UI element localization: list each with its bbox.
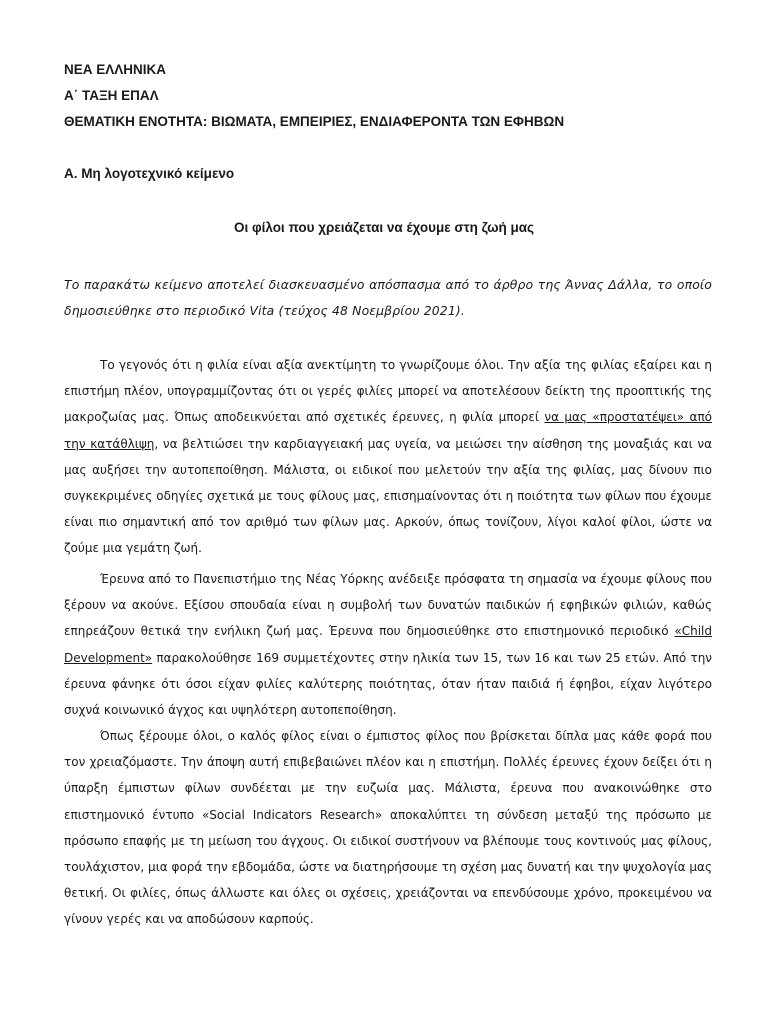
section-heading: Α. Μη λογοτεχνικό κείμενο [64, 166, 235, 181]
class-heading: Α΄ ΤΑΞΗ ΕΠΑΛ [64, 88, 159, 103]
paragraph-2 [64, 566, 712, 723]
subject-heading: ΝΕΑ ΕΛΛΗΝΙΚΑ [64, 62, 167, 77]
intro-note: Το παρακάτω κείμενο αποτελεί διασκευασμένο απόσπασμα από το άρθρο της Άννας Δάλλα, το οποίο δημοσιεύθηκε στο περιοδικό Vita (τεύχος 48 Νοεμβρίου 2021). [64, 277, 712, 318]
paragraph-3: Όπως ξέρουμε όλοι, ο καλός φίλος είναι ο έμπιστος φίλος που βρίσκεται δίπλα μας κάθε φορά που τον χρειαζόμαστε. Την άποψη αυτή επιβεβαιώνει πλέον και η επιστήμη. Πολλές έρευνες έχουν δείξει ότι η ύπαρξη έμπιστων φίλων συνδέεται με την ευζωία μας. Μάλιστα, έρευνα που ανακοινώθηκε στο επιστημονικό έντυπο «Social Indicators Research» αποκαλύπτει τη σύνδεση μεταξύ της πρόσωπο με πρόσωπο επαφής με τη μείωση του άγχους. Οι ειδικοί συστήνουν να βλέπουμε τους κοντινούς μας φίλους, τουλάχιστον, μια φορά την εβδομάδα, ώστε να διατηρήσουμε τη σχέση μας δυνατή και την ψυχολογία μας θετική. Οι φιλίες, όπως άλλωστε και όλες οι σχέσεις, χρειάζονται να επενδύσουμε χρόνο, προκειμένου να γίνουν γερές και να αποδώσουν καρπούς. [64, 729, 712, 927]
paragraph-2-text-a: Έρευνα από το Πανεπιστήμιο της Νέας Υόρκης ανέδειξε πρόσφατα τη σημασία να έχουμε φίλους που ξέρουν να ακούνε. Εξίσου σπουδαία είναι η συμβολή των δυνατών παιδικών ή εφηβικών φιλιών, καθώς επηρεάζουν θετικά την ενήλικη ζωή μας. Έρευνα που δημοσιεύθηκε στο επιστημονικό περιοδικό [64, 572, 712, 639]
paragraph-1-text-a: Το γεγονός ότι η φιλία είναι αξία ανεκτίμητη το γνωρίζουμε όλοι. Την αξία της φιλίας εξαίρει και η επιστήμη πλέον, υπογραμμίζοντας ότι οι γερές φιλίες μπορεί να αποτελέσουν δείκτη της προοπτικής της μακροζωίας μας. Όπως αποδεικνύεται από σχετικές έρευνες, η φιλία μπορεί [64, 358, 712, 425]
article-title: Οι φίλοι που χρειάζεται να έχουμε στη ζωή μας [233, 220, 535, 235]
paragraph-1-text-b: , να βελτιώσει την καρδιαγγειακή μας υγεία, να μειώσει την αίσθηση της μοναξιάς και να μας αυξήσει την αυτοπεποίθηση. Μάλιστα, οι ειδικοί που μελετούν την αξία της φιλίας, μας δίνουν πιο συγκεκριμένες οδηγίες σχετικά με τους φίλους μας, επισημαίνοντας ότι η ποιότητα των φίλων που έχουμε είναι πιο σημαντική από τον αριθμό των φίλων μας. Αρκούν, όπως τονίζουν, λίγοι καλοί φίλοι, ώστε να ζούμε μια γεμάτη ζωή. [64, 436, 712, 556]
unit-heading: ΘΕΜΑΤΙΚΗ ΕΝΟΤΗΤΑ: ΒΙΩΜΑΤΑ, ΕΜΠΕΙΡΙΕΣ, ΕΝΔΙΑΦΕΡΟΝΤΑ ΤΩΝ ΕΦΗΒΩΝ [64, 114, 565, 129]
paragraph-1-link[interactable]: να μας «προστατέψει» από την κατάθλιψη [64, 410, 713, 451]
paragraph-2-link[interactable]: «Child Development» [64, 624, 712, 665]
paragraph-1 [64, 352, 712, 562]
paragraph-2-text-b: παρακολούθησε 169 συμμετέχοντες στην ηλικία των 15, των 16 και των 25 ετών. Από την έρευνα φάνηκε ότι όσοι είχαν φιλίες καλύτερης ποιότητας, όταν ήταν παιδιά ή έφηβοι, είχαν λιγότερο συχνά κοινωνικό άγχος και υψηλότερη αυτοπεποίθηση. [64, 650, 712, 718]
